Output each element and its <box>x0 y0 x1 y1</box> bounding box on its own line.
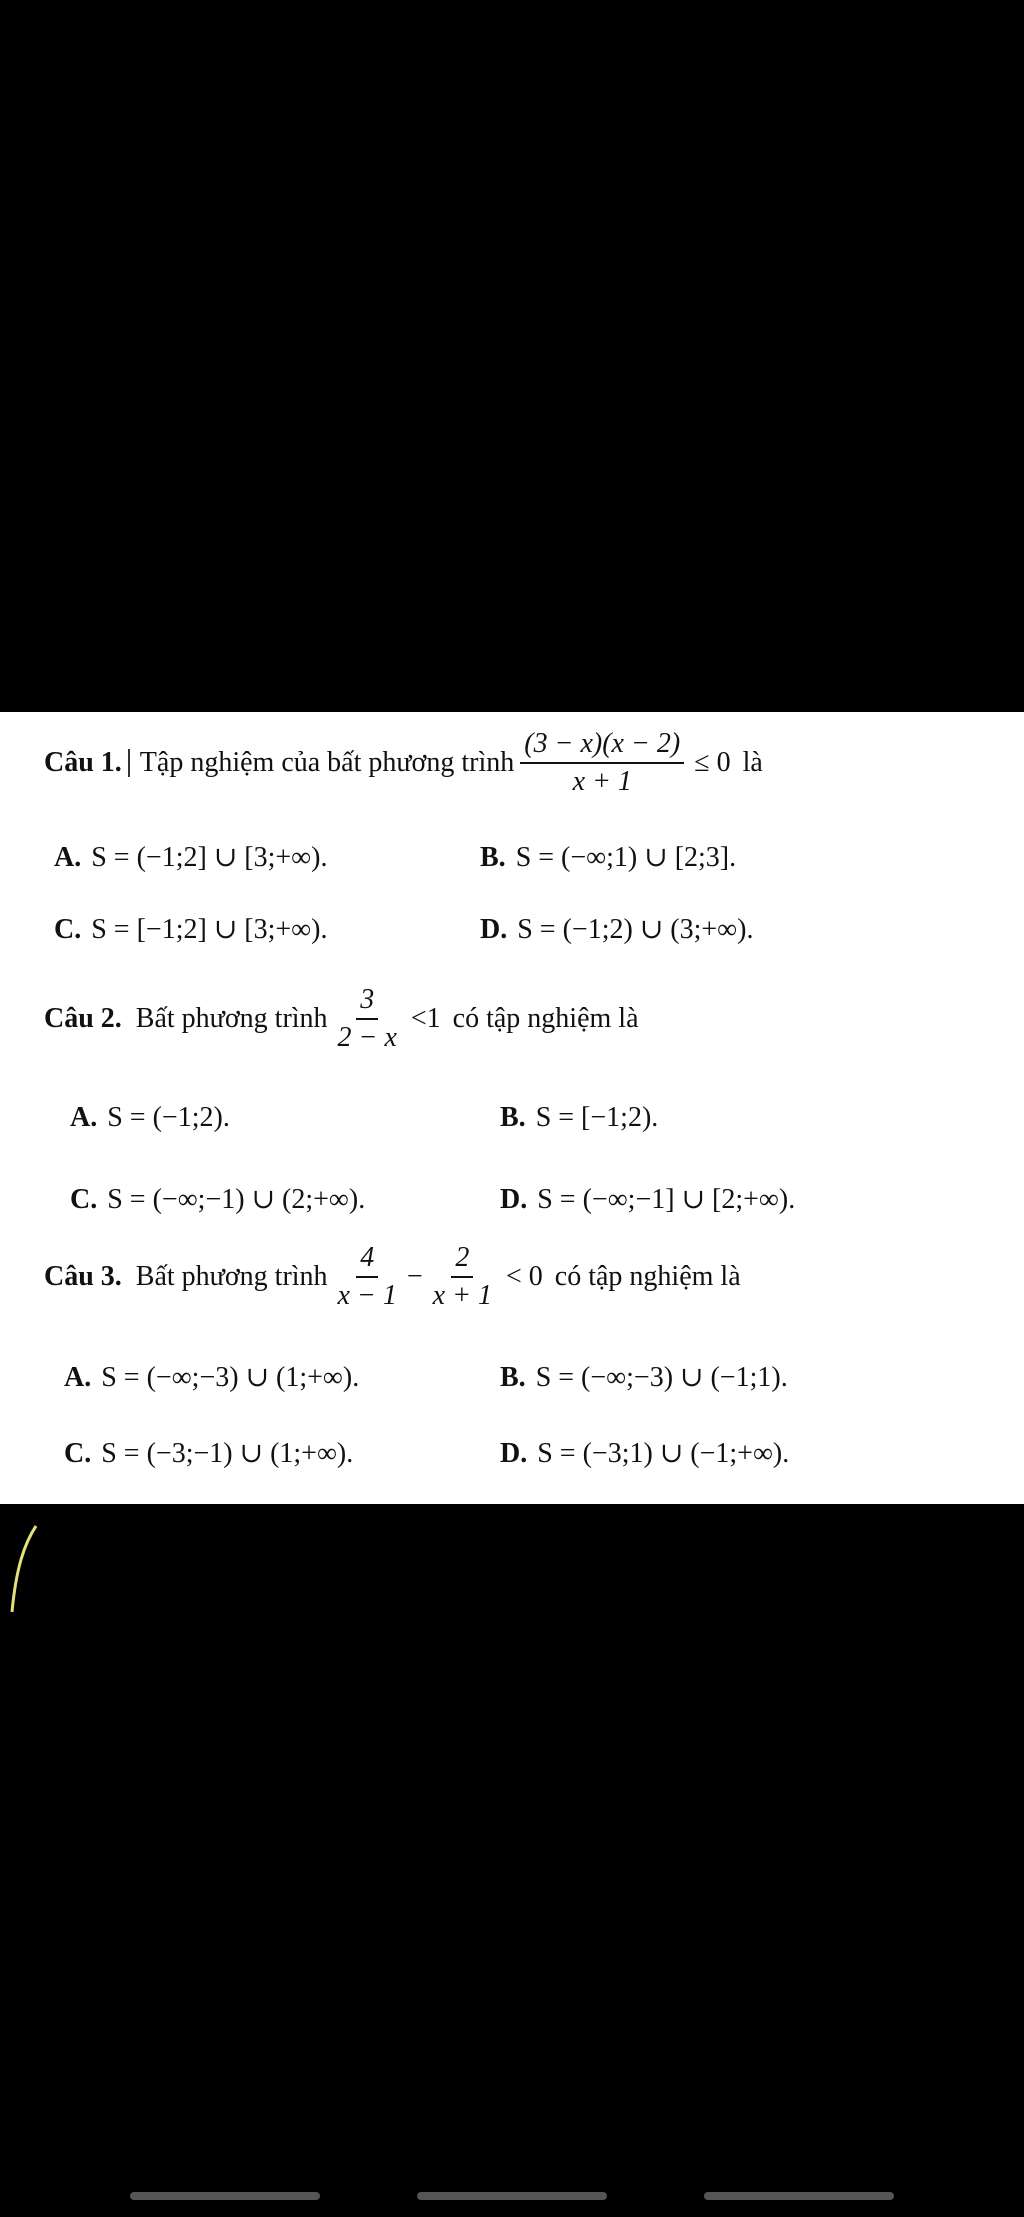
document-sheet <box>0 712 1024 1504</box>
question-3-relation: < 0 <box>506 1261 543 1292</box>
question-2-numerator: 3 <box>356 984 378 1020</box>
nav-bar-segment-center[interactable] <box>417 2192 607 2200</box>
question-3-numerator-1: 4 <box>356 1242 378 1278</box>
question-2-relation: <1 <box>410 1003 441 1034</box>
question-2-option-a: A. S = (−1;2). <box>70 1102 230 1133</box>
question-2-fraction <box>334 984 401 1054</box>
question-3-denominator-2: x + 1 <box>432 1280 492 1311</box>
question-3 <box>44 1242 741 1312</box>
question-3-option-a: A. S = (−∞;−3) ∪ (1;+∞). <box>64 1362 360 1393</box>
question-3-numerator-2: 2 <box>451 1242 473 1278</box>
question-1-text: Tập nghiệm của bất phương trình <box>139 747 515 778</box>
question-3-tail: có tập nghiệm là <box>554 1261 741 1292</box>
question-2-tail: có tập nghiệm là <box>452 1003 639 1034</box>
question-1-option-d: D. S = (−1;2) ∪ (3;+∞). <box>480 914 754 945</box>
question-1-option-c: C. S = [−1;2] ∪ [3;+∞). <box>54 914 328 945</box>
question-1-denominator: x + 1 <box>572 766 632 797</box>
question-3-fraction-2 <box>429 1242 496 1312</box>
question-1-tail: là <box>742 747 763 778</box>
question-3-text: Bất phương trình <box>135 1261 328 1292</box>
question-2-option-d: D. S = (−∞;−1] ∪ [2;+∞). <box>500 1184 796 1215</box>
question-3-option-d: D. S = (−3;1) ∪ (−1;+∞). <box>500 1438 790 1469</box>
question-3-denominator-1: x − 1 <box>337 1280 397 1311</box>
question-3-option-c: C. S = (−3;−1) ∪ (1;+∞). <box>64 1438 354 1469</box>
question-1-numerator: (3 − x)(x − 2) <box>520 728 684 764</box>
question-2-option-b: B. S = [−1;2). <box>500 1102 659 1133</box>
question-1-label: Câu 1. <box>44 747 122 778</box>
pen-stroke-mark <box>6 1524 46 1614</box>
question-3-fraction-1 <box>334 1242 401 1312</box>
question-2-text: Bất phương trình <box>135 1003 328 1034</box>
question-1-relation: ≤ 0 <box>694 747 731 778</box>
question-1-option-a: A. S = (−1;2] ∪ [3;+∞). <box>54 842 328 873</box>
question-1-option-b: B. S = (−∞;1) ∪ [2;3]. <box>480 842 737 873</box>
question-2-denominator: 2 − x <box>337 1022 397 1053</box>
nav-bar-segment-right[interactable] <box>704 2192 894 2200</box>
question-1 <box>44 728 763 798</box>
question-2-label: Câu 2. <box>44 1003 122 1034</box>
question-2 <box>44 984 639 1054</box>
text-cursor <box>128 749 130 777</box>
question-3-option-b: B. S = (−∞;−3) ∪ (−1;1). <box>500 1362 788 1393</box>
nav-bar-segment-left[interactable] <box>130 2192 320 2200</box>
question-2-option-c: C. S = (−∞;−1) ∪ (2;+∞). <box>70 1184 366 1215</box>
question-1-fraction <box>520 728 684 798</box>
question-3-minus: − <box>406 1261 423 1292</box>
question-3-label: Câu 3. <box>44 1261 122 1292</box>
